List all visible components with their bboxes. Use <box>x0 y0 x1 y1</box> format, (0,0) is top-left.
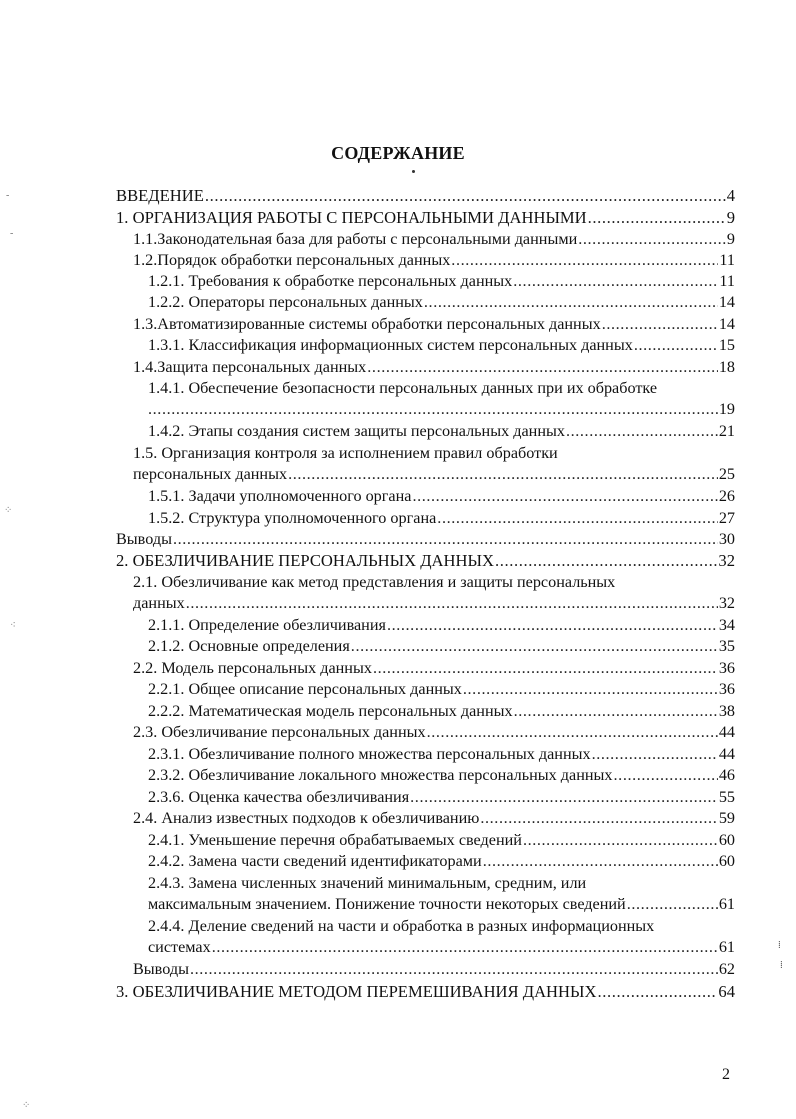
toc-entry[interactable] <box>148 636 735 657</box>
toc-dots <box>410 787 718 808</box>
toc-entry-title: ВВЕДЕНИЕ <box>116 186 204 205</box>
toc-dots <box>451 250 718 271</box>
toc-entry-title: данных <box>133 594 185 612</box>
toc-entry-title: 1.3.1. Классификация информационных систем персональных данных <box>148 336 633 354</box>
toc-entry[interactable] <box>148 615 735 636</box>
toc-entry[interactable] <box>116 207 735 228</box>
toc-dots <box>566 421 718 442</box>
toc-dots <box>412 486 717 507</box>
toc-dots <box>523 830 718 851</box>
toc-entry-page: 18 <box>718 358 735 376</box>
toc-entry-title: 2. ОБЕЗЛИЧИВАНИЕ ПЕРСОНАЛЬНЫХ ДАННЫХ <box>116 551 494 570</box>
toc-entry-page: 11 <box>719 272 735 290</box>
toc-entry-title: 2.4. Анализ известных подходов к обезличиванию <box>133 809 480 827</box>
toc-entry[interactable] <box>133 959 735 980</box>
toc-entry-number: 1.4. <box>133 358 158 376</box>
toc-entry-page: 19 <box>718 400 735 418</box>
toc-dots <box>212 937 718 958</box>
toc-entry[interactable] <box>133 229 735 250</box>
toc-entry[interactable] <box>116 550 735 571</box>
toc-entry-title: персональных данных <box>133 465 288 483</box>
toc-dots <box>148 399 718 420</box>
toc-entry-title: 1. ОРГАНИЗАЦИЯ РАБОТЫ С ПЕРСОНАЛЬНЫМИ ДАННЫМИ <box>116 208 587 227</box>
toc-entry-page: 4 <box>726 186 735 205</box>
toc-entry[interactable] <box>148 679 735 700</box>
toc-entry-page: 9 <box>726 230 735 248</box>
toc-entry-title: 2.3. Обезличивание персональных данных <box>133 723 426 741</box>
toc-entry-page: 21 <box>718 422 735 440</box>
toc-entry-title: системах <box>148 938 211 956</box>
toc-entry-page: 55 <box>718 788 735 806</box>
toc-entry-page: 14 <box>718 315 735 333</box>
toc-entry-title[interactable]: 2.4.4. Деление сведений на части и обработка в разных информационных <box>148 917 655 935</box>
toc-entry[interactable] <box>116 529 735 550</box>
toc-entry-title: 1.4.2. Этапы создания систем защиты персональных данных <box>148 422 565 440</box>
toc-entry-page: 27 <box>718 509 735 527</box>
toc-dots <box>597 981 717 1002</box>
toc-entry-page: 38 <box>718 702 735 720</box>
toc-entry-page: 9 <box>726 208 735 227</box>
toc-entry[interactable] <box>148 421 735 442</box>
toc-entry-page: 44 <box>718 723 735 741</box>
toc-entry-title[interactable]: 2.1. Обезличивание как метод представления и защиты персональных <box>133 573 616 591</box>
toc-dots <box>634 335 718 356</box>
toc-entry-page: 44 <box>718 745 735 763</box>
toc-entry-title: 2.2.1. Общее описание персональных данных <box>148 680 462 698</box>
toc-entry-title: 3. ОБЕЗЛИЧИВАНИЕ МЕТОДОМ ПЕРЕМЕШИВАНИЯ ДАННЫХ <box>116 982 597 1001</box>
toc-dots <box>288 464 718 485</box>
toc-entry-continuation[interactable] <box>133 464 735 485</box>
toc-entry[interactable] <box>148 765 735 786</box>
toc-entry-title: 1.5.1. Задачи уполномоченного органа <box>148 487 412 505</box>
toc-entry-title: 2.2.2. Математическая модель персональных данных <box>148 702 513 720</box>
toc-dots <box>588 207 726 228</box>
toc-entry[interactable] <box>148 292 735 313</box>
toc-entry[interactable] <box>133 658 735 679</box>
toc-entry-title: Автоматизированные системы обработки персональных данных <box>157 315 601 333</box>
toc-entry-title: Законодательная база для работы с персональными данными <box>157 230 578 248</box>
toc-entry-page: 25 <box>718 465 735 483</box>
toc-entry[interactable] <box>148 744 735 765</box>
toc-entry-number: 1.2. <box>133 251 158 269</box>
toc-dots <box>424 292 718 313</box>
toc-dots <box>602 314 718 335</box>
toc-entry-continuation[interactable] <box>148 399 735 420</box>
page-number: 2 <box>722 1066 730 1083</box>
toc-entry-title: 2.3.2. Обезличивание локального множества персональных данных <box>148 766 613 784</box>
scan-mark: ⁘ <box>22 1100 31 1111</box>
toc-dots <box>514 701 718 722</box>
toc-entry[interactable] <box>148 508 735 529</box>
toc-entry[interactable] <box>116 185 735 206</box>
toc-entry[interactable] <box>133 314 735 335</box>
toc-entry-page: 36 <box>718 659 735 677</box>
scan-mark: - <box>10 228 14 239</box>
toc-entry-page: 34 <box>718 616 735 634</box>
toc-dots <box>351 636 718 657</box>
toc-dots <box>190 959 718 980</box>
toc-entry-page: 61 <box>718 895 735 913</box>
toc-entry-title: 2.4.2. Замена части сведений идентификаторами <box>148 852 482 870</box>
toc-entry-continuation[interactable] <box>148 937 735 958</box>
toc-entry-page: 60 <box>718 852 735 870</box>
toc-entry-title: Защита персональных данных <box>157 358 367 376</box>
toc-entry-title: Выводы <box>116 530 172 548</box>
toc-entry-page: 30 <box>718 530 735 548</box>
toc-entry-title: 2.3.6. Оценка качества обезличивания <box>148 788 410 806</box>
toc-entry[interactable] <box>148 851 735 872</box>
toc-entry[interactable] <box>148 486 735 507</box>
scan-mark: ⁖ <box>10 620 16 631</box>
toc-entry-page: 15 <box>718 336 735 354</box>
toc-entry-page: 11 <box>719 251 735 269</box>
toc-entry-title: 2.1.2. Основные определения <box>148 637 350 655</box>
toc-entry-title[interactable]: 1.4.1. Обеспечение безопасности персональных данных при их обработке <box>148 379 658 397</box>
toc-entry[interactable] <box>133 357 735 378</box>
toc-entry-title: Выводы <box>133 960 189 978</box>
toc-entry-title: 2.3.1. Обезличивание полного множества персональных данных <box>148 745 591 763</box>
toc-entry-page: 61 <box>718 938 735 956</box>
toc-entry-title: Порядок обработки персональных данных <box>157 251 451 269</box>
toc-dots <box>437 508 718 529</box>
toc-entry[interactable] <box>148 701 735 722</box>
toc-entry[interactable] <box>148 830 735 851</box>
toc-dots <box>513 271 718 292</box>
toc-dots <box>614 765 718 786</box>
toc-dots <box>483 851 718 872</box>
toc-entry[interactable] <box>116 981 735 1002</box>
toc-dots <box>480 808 717 829</box>
toc-entry-title[interactable]: 2.4.3. Замена численных значений минимальным, средним, или <box>148 874 587 892</box>
toc-entry[interactable] <box>133 722 735 743</box>
toc-entry-continuation[interactable] <box>148 894 735 915</box>
scan-mark: ⁘ <box>4 505 13 516</box>
toc-entry-page: 14 <box>718 293 735 311</box>
toc-entry-title[interactable]: 1.5. Организация контроля за исполнением правил обработки <box>133 444 558 462</box>
page-title: СОДЕРЖАНИЕ <box>331 143 465 163</box>
toc-dots <box>463 679 718 700</box>
toc-entry-number: 1.3. <box>133 315 158 333</box>
toc-entry-page: 32 <box>718 551 735 570</box>
scan-mark: ⁞ <box>778 940 781 951</box>
toc-entry-title: 2.1.1. Определение обезличивания <box>148 616 386 634</box>
toc-entry-page: 36 <box>718 680 735 698</box>
toc-dots <box>373 658 718 679</box>
toc-entry-continuation[interactable] <box>133 593 735 614</box>
toc-entry[interactable] <box>133 808 735 829</box>
toc-entry[interactable] <box>148 271 735 292</box>
toc-entry-number: 1.1. <box>133 230 158 248</box>
toc-entry-page: 64 <box>718 982 735 1001</box>
toc-entry-page: 59 <box>718 809 735 827</box>
toc-entry-page: 26 <box>718 487 735 505</box>
toc-dots <box>578 229 726 250</box>
toc-entry[interactable] <box>148 787 735 808</box>
toc-entry-title: 2.4.1. Уменьшение перечня обрабатываемых сведений <box>148 831 522 849</box>
toc-entry[interactable] <box>133 250 735 271</box>
toc-entry-page: 62 <box>718 960 735 978</box>
toc-dots <box>592 744 718 765</box>
toc-entry-page: 46 <box>718 766 735 784</box>
toc-dots <box>495 550 717 571</box>
toc-dots <box>427 722 718 743</box>
toc-entry-title: 1.5.2. Структура уполномоченного органа <box>148 509 437 527</box>
toc-entry-page: 35 <box>718 637 735 655</box>
stray-mark <box>412 170 415 173</box>
scan-mark: - <box>6 190 10 201</box>
toc-dots <box>387 615 718 636</box>
scan-mark: ⁞ <box>780 960 783 971</box>
toc-entry-title: максимальным значением. Понижение точности некоторых сведений <box>148 895 626 913</box>
toc-entry[interactable] <box>148 335 735 356</box>
toc-entry-page: 32 <box>718 594 735 612</box>
toc-entry-title: 1.2.1. Требования к обработке персональных данных <box>148 272 513 290</box>
toc-dots <box>367 357 718 378</box>
toc-dots <box>205 185 726 206</box>
toc-dots <box>186 593 718 614</box>
toc-dots <box>173 529 718 550</box>
toc-entry-title: 2.2. Модель персональных данных <box>133 659 372 677</box>
toc-entry-page: 60 <box>718 831 735 849</box>
toc-entry-title: 1.2.2. Операторы персональных данных <box>148 293 423 311</box>
toc-dots <box>627 894 718 915</box>
